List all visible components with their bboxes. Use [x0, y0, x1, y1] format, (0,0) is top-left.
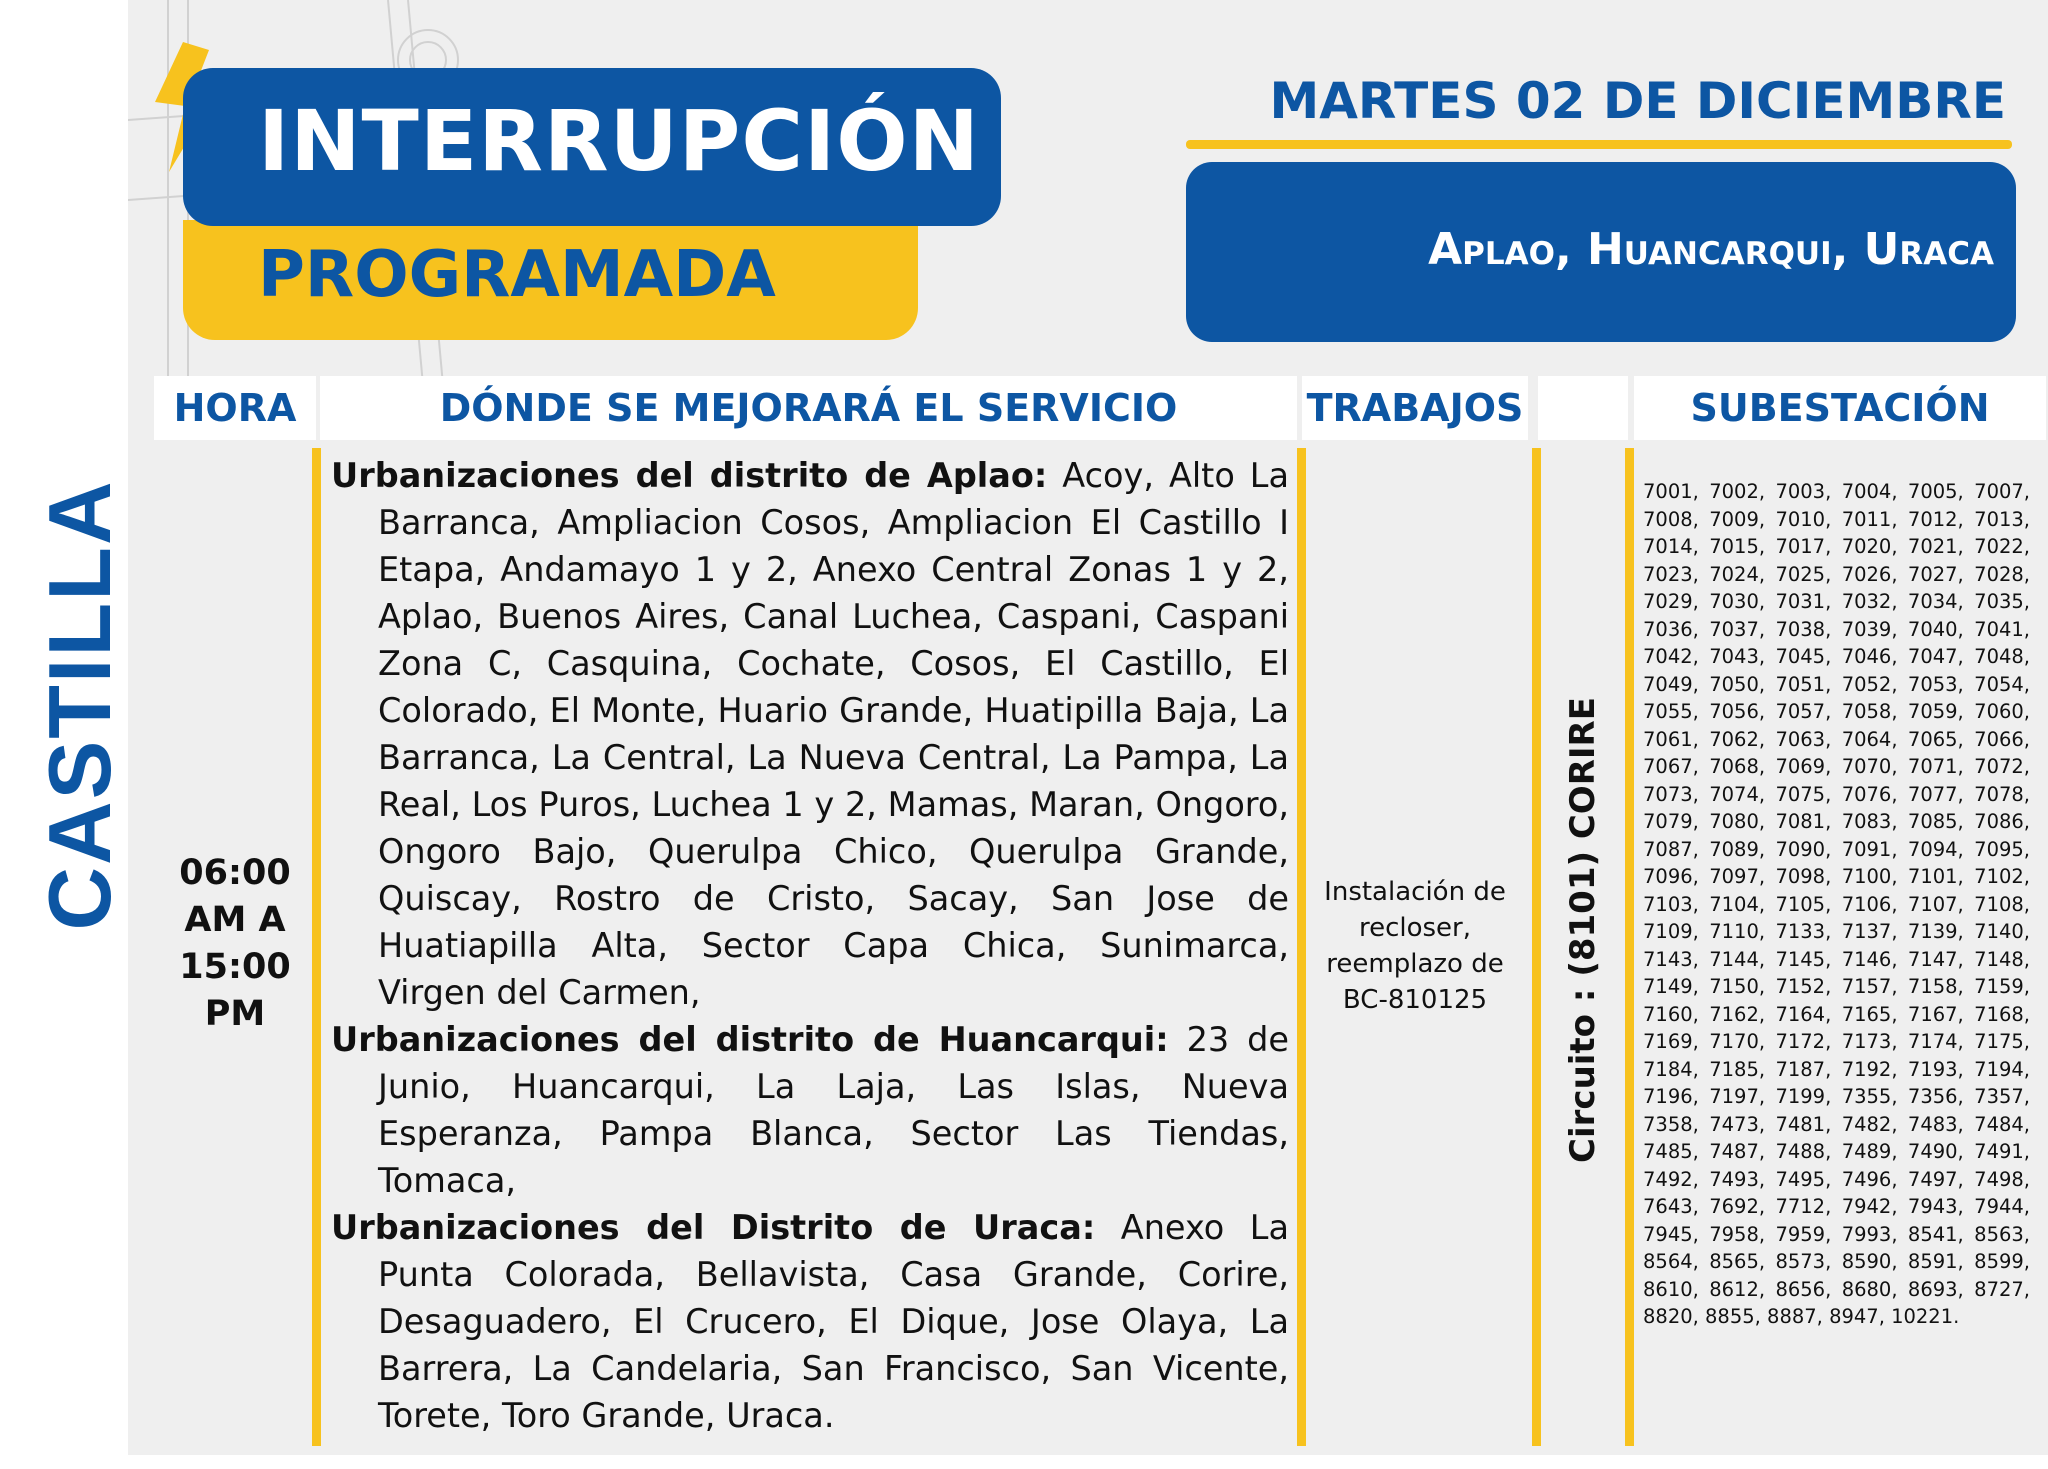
- column-divider: [1532, 448, 1541, 1446]
- province-label: CASTILLA: [30, 479, 129, 931]
- header-hora: HORA: [154, 376, 316, 440]
- circuit-label-wrap: [1545, 620, 1621, 1240]
- affected-areas: [331, 452, 1289, 1439]
- district-aplao: [331, 452, 1289, 1016]
- header-subestacion: SUBESTACIÓN: [1634, 376, 2046, 440]
- date-heading: MARTES 02 DE DICIEMBRE: [1269, 72, 2006, 130]
- header-trabajos: TRABAJOS: [1302, 376, 1528, 440]
- column-divider: [312, 448, 321, 1446]
- district-huancarqui: [331, 1016, 1289, 1204]
- title-sub: PROGRAMADA: [258, 238, 776, 312]
- district-localities: 23 de Junio, Huancarqui, La Laja, Las Islas, Nueva Esperanza, Pampa Blanca, Sector Las Tiendas, Tomaca,: [378, 1020, 1289, 1200]
- district-uraca: [331, 1204, 1289, 1439]
- header-donde: DÓNDE SE MEJORARÁ EL SERVICIO: [320, 376, 1297, 440]
- province-label-wrap: [30, 470, 129, 940]
- works-line: BC-810125: [1342, 985, 1488, 1015]
- district-localities: Anexo La Punta Colorada, Bellavista, Casa Grande, Corire, Desaguadero, El Crucero, El Dique, Jose Olaya, La Barrera, La Candelaria, San Francisco, San Vicente, Torete, Toro Grande, Uraca.: [378, 1208, 1289, 1435]
- district-label: Urbanizaciones del Distrito de Uraca:: [331, 1208, 1096, 1247]
- works-line: recloser,: [1358, 913, 1472, 943]
- areas-text: Aplao, Huancarqui, Uraca: [1428, 224, 1994, 275]
- header-circuito-blank: [1538, 376, 1628, 440]
- schedule-time: [160, 850, 310, 1038]
- time-start-period: AM A: [184, 900, 286, 940]
- time-start: 06:00: [179, 853, 291, 893]
- time-end: 15:00: [179, 947, 291, 987]
- works-description: [1310, 874, 1520, 1018]
- column-divider: [1625, 448, 1634, 1446]
- circuit-label: Circuito : (8101) CORIRE: [1563, 697, 1603, 1163]
- district-label: Urbanizaciones del distrito de Aplao:: [331, 456, 1048, 495]
- works-line: reemplazo de: [1326, 949, 1504, 979]
- column-divider: [1297, 448, 1306, 1446]
- district-label: Urbanizaciones del distrito de Huancarqui:: [331, 1020, 1169, 1059]
- district-localities: Acoy, Alto La Barranca, Ampliacion Cosos, Ampliacion El Castillo I Etapa, Andamayo 1 y 2, Anexo Central Zonas 1 y 2, Aplao, Buenos Aires, Canal Luchea, Caspani, Caspani Zona C, Casquina, Cochate, Cosos, El Castillo, El Colorado, El Monte, Huario Grande, Huatipilla Baja, La Barranca, La Central, La Nueva Central, La Pampa, La Real, Los Puros, Luchea 1 y 2, Mamas, Maran, Ongoro, Ongoro Bajo, Querulpa Chico, Querulpa Grande, Quiscay, Rostro de Cristo, Sacay, San Jose de Huatiapilla Alta, Sector Capa Chica, Sunimarca, Virgen del Carmen,: [378, 456, 1289, 1012]
- works-line: Instalación de: [1324, 877, 1506, 907]
- title-main: INTERRUPCIÓN: [258, 92, 980, 190]
- substation-list: 7001, 7002, 7003, 7004, 7005, 7007, 7008, 7009, 7010, 7011, 7012, 7013, 7014, 7015, 7017, 7020, 7021, 7022, 7023, 7024, 7025, 7026, 7027, 7028, 7029, 7030, 7031, 7032, 7034, 7035, 7036, 7037, 7038, 7039, 7040, 7041, 7042, 7043, 7045, 7046, 7047, 7048, 7049, 7050, 7051, 7052, 7053, 7054, 7055, 7056, 7057, 7058, 7059, 7060, 7061, 7062, 7063, 7064, 7065, 7066, 7067, 7068, 7069, 7070, 7071, 7072, 7073, 7074, 7075, 7076, 7077, 7078, 7079, 7080, 7081, 7083, 7085, 7086, 7087, 7089, 7090, 7091, 7094, 7095, 7096, 7097, 7098, 7100, 7101, 7102, 7103, 7104, 7105, 7106, 7107, 7108, 7109, 7110, 7133, 7137, 7139, 7140, 7143, 7144, 7145, 7146, 7147, 7148, 7149, 7150, 7152, 7157, 7158, 7159, 7160, 7162, 7164, 7165, 7167, 7168, 7169, 7170, 7172, 7173, 7174, 7175, 7184, 7185, 7187, 7192, 7193, 7194, 7196, 7197, 7199, 7355, 7356, 7357, 7358, 7473, 7481, 7482, 7483, 7484, 7485, 7487, 7488, 7489, 7490, 7491, 7492, 7493, 7495, 7496, 7497, 7498, 7643, 7692, 7712, 7942, 7943, 7944, 7945, 7958, 7959, 7993, 8541, 8563, 8564, 8565, 8573, 8590, 8591, 8599, 8610, 8612, 8656, 8680, 8693, 8727, 8820, 8855, 8887, 8947, 10221.: [1643, 480, 2030, 1328]
- date-underline: [1186, 140, 2012, 149]
- time-end-period: PM: [204, 994, 266, 1034]
